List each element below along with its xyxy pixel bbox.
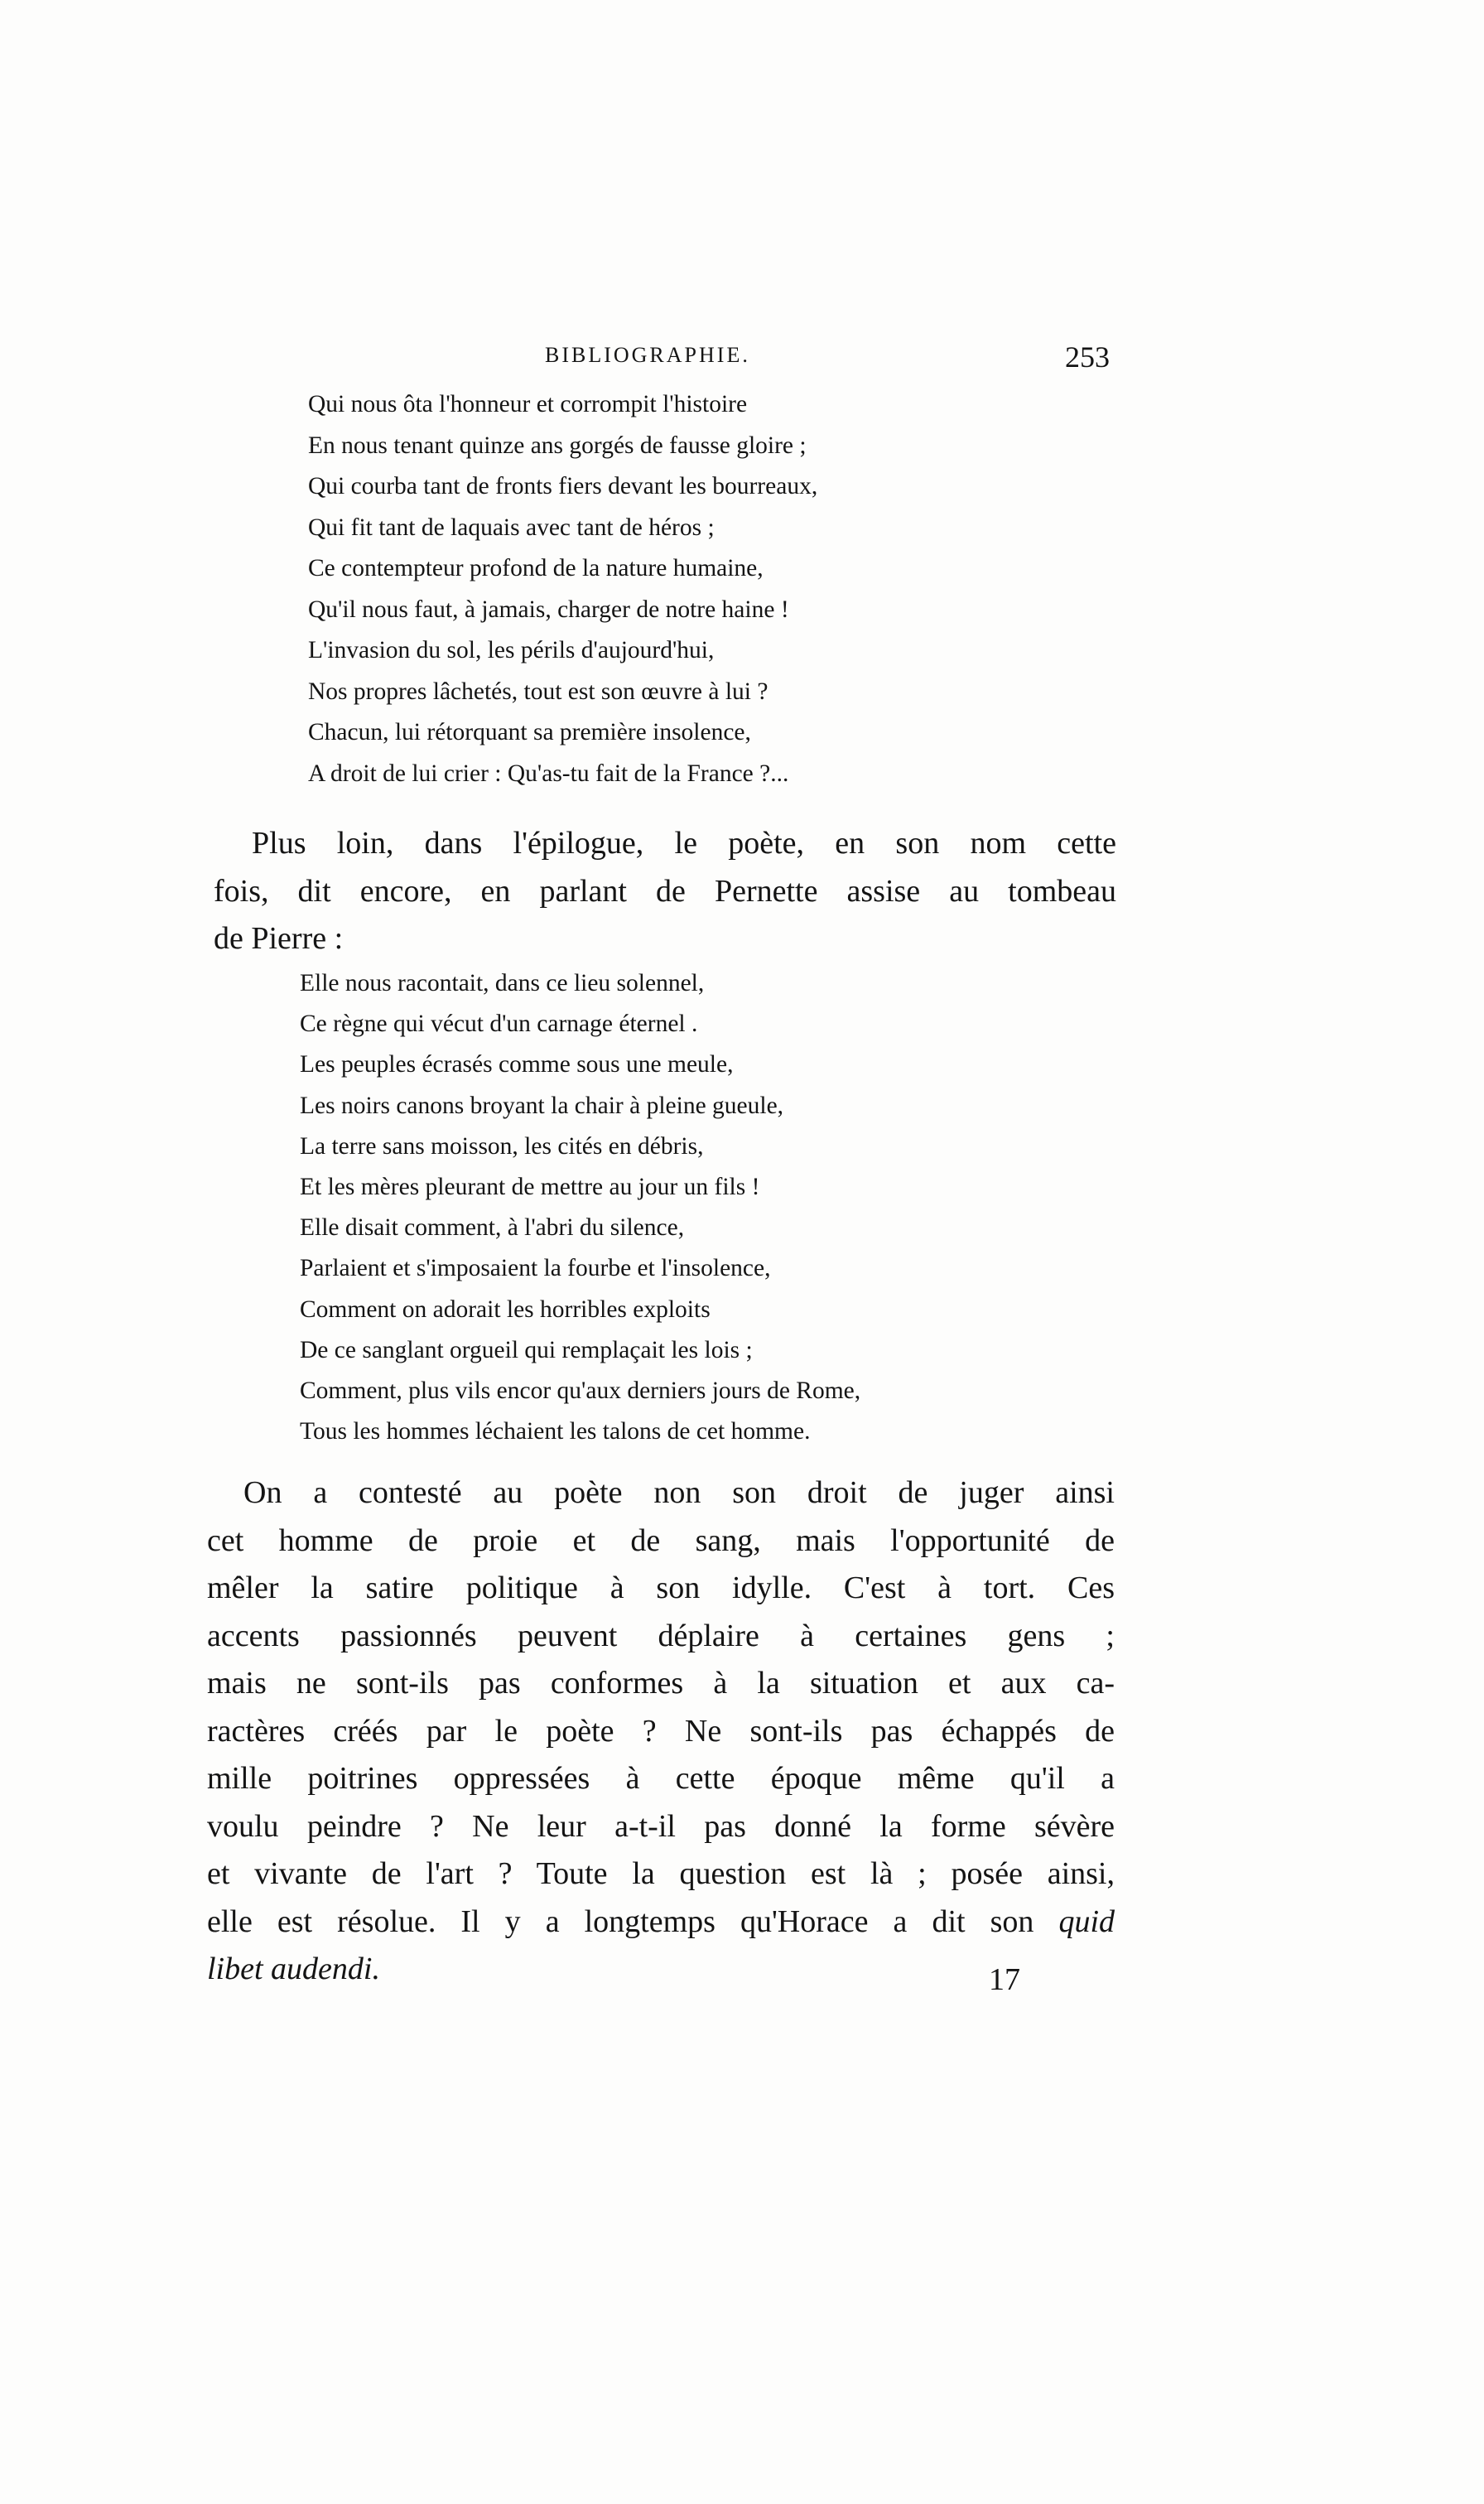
verse-line: Tous les hommes léchaient les talons de cet homme.: [300, 1418, 811, 1445]
paragraph-line: cet homme de proie et de sang, mais l'opportunité de: [207, 1522, 1115, 1558]
verse-line: Et les mères pleurant de mettre au jour un fils !: [300, 1174, 760, 1201]
running-head: [214, 340, 1116, 373]
verse-line: Comment, plus vils encor qu'aux derniers jours de Rome,: [300, 1377, 861, 1405]
paragraph-line: voulu peindre ? Ne leur a-t-il pas donné la forme sévère: [207, 1808, 1115, 1844]
paragraph-2: [207, 1469, 1115, 1994]
italic-phrase: libet audendi.: [207, 1952, 380, 1986]
verse-line: Nos propres lâchetés, tout est son œuvre à lui ?: [308, 678, 768, 705]
paragraph-line: mille poitrines oppressées à cette époque même qu'il a: [207, 1761, 1115, 1796]
paragraph-line: fois, dit encore, en parlant de Pernette assise au tombeau: [214, 873, 1116, 909]
verse-line: Parlaient et s'imposaient la fourbe et l'insolence,: [300, 1255, 771, 1282]
verse-line: La terre sans moisson, les cités en débris,: [300, 1132, 704, 1160]
paragraph-line: mêler la satire politique à son idylle. C'est à tort. Ces: [207, 1570, 1115, 1605]
paragraph-line: Plus loin, dans l'épilogue, le poète, en son nom cette: [252, 826, 1116, 861]
paragraph-line: [207, 1946, 1115, 1994]
italic-phrase: quid: [1058, 1903, 1115, 1939]
verse-line: Ce contempteur profond de la nature humaine,: [308, 555, 764, 581]
verse-line: De ce sanglant orgueil qui remplaçait les lois ;: [300, 1336, 753, 1363]
verse-line: En nous tenant quinze ans gorgés de fausse gloire ;: [308, 432, 807, 459]
verse-line: A droit de lui crier : Qu'as-tu fait de la France ?...: [308, 760, 789, 787]
paragraph-line: On a contesté au poète non son droit de juger ainsi: [243, 1475, 1115, 1510]
verse-line: Comment on adorait les horribles exploits: [300, 1295, 711, 1323]
paragraph-line-text: elle est résolue. Il y a longtemps qu'Horace a dit son: [207, 1903, 1034, 1939]
paragraph-line: mais ne sont-ils pas conformes à la situation et aux ca-: [207, 1666, 1115, 1701]
verse-line: Qui courba tant de fronts fiers devant les bourreaux,: [308, 473, 818, 499]
verse-block-2: [300, 963, 860, 1452]
verse-line: Les noirs canons broyant la chair à pleine gueule,: [300, 1092, 784, 1119]
verse-line: Qu'il nous faut, à jamais, charger de notre haine !: [308, 596, 789, 623]
page-number: 253: [1065, 340, 1110, 374]
verse-line: Ce règne qui vécut d'un carnage éternel .: [300, 1011, 698, 1038]
verse-line: Les peuples écrasés comme sous une meule,: [300, 1051, 734, 1078]
running-title: BIBLIOGRAPHIE.: [545, 343, 750, 367]
paragraph-line: et vivante de l'art ? Toute la question est là ; posée ainsi,: [207, 1856, 1115, 1891]
verse-line: Elle disait comment, à l'abri du silence,: [300, 1214, 685, 1242]
signature-mark: 17: [989, 1962, 1020, 1997]
paragraph-line: accents passionnés peuvent déplaire à certaines gens ;: [207, 1618, 1115, 1653]
verse-line: Qui fit tant de laquais avec tant de héros ;: [308, 514, 715, 541]
paragraph-1: [214, 820, 1116, 963]
verse-block-1: [308, 384, 817, 794]
verse-line: Chacun, lui rétorquant sa première insolence,: [308, 719, 751, 745]
verse-line: Qui nous ôta l'honneur et corrompit l'histoire: [308, 391, 748, 417]
verse-line: Elle nous racontait, dans ce lieu solennel,: [300, 970, 705, 996]
paragraph-line: ractères créés par le poète ? Ne sont-ils pas échappés de: [207, 1713, 1115, 1749]
verse-line: L'invasion du sol, les périls d'aujourd'hui,: [308, 637, 715, 663]
paragraph-line: de Pierre :: [214, 921, 344, 956]
paragraph-line-with-italic: [207, 1899, 1115, 1947]
